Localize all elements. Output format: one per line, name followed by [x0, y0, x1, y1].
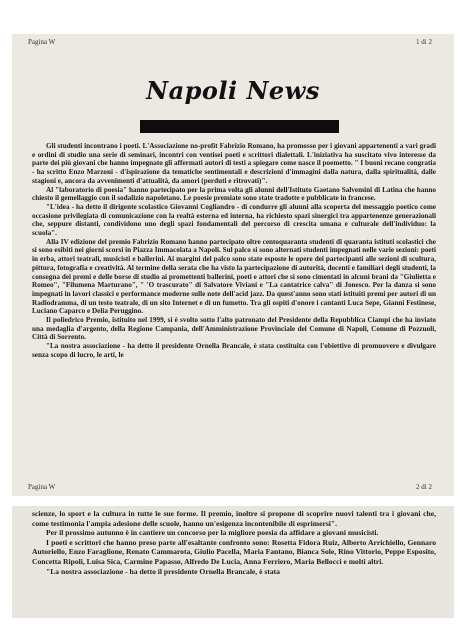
article-paragraph: Gli studenti incontrano i poeti. L'Associazione no-profit Fabrizio Romano, ha promosso per i giovani appartenenti a vari gradi e ordini di studio una serie di seminari, incontri con ventisei poeti e scrittori dialettali. L'iniziativa ha suscitato vivo interesse da parte dei più giovani che hanno impegnato gli affermati autori di testi a spiegare come nasce il poemetto. " I buoni recano congratia - ha scritto Enzo Marzoni - d'ispirazione da tematiche sentimentali e descrizioni d'immagini dalla natura, dalla spiritualità, dalle stagioni e, ancora da avvenimenti d'attualità, da amori (perduti e ritrovati)".: [32, 142, 436, 185]
article-paragraph: "La nostra associazione - ha detto il presidente Ornella Brancale, è stata: [46, 566, 280, 576]
page-footer-right: 2 di 2: [416, 483, 432, 491]
page-header-left: Pagina W: [28, 38, 56, 46]
article-paragraph: Al "laboratorio di poesia" hanno partecipato per la prima volta gli alunni dell'Istituto Gaetano Salvemini di Latina che hanno chiesto il gemellaggio con il sodalizio napoletano. Le poesie premiate sono state tradotte e pubblicate in francese.: [32, 185, 436, 203]
article-body: [32, 142, 436, 360]
newspaper-page-1: [12, 34, 454, 496]
article-continuation: [32, 509, 436, 576]
article-paragraph: Alla IV edizione del premio Fabrizio Romano hanno partecipato oltre centoquaranta studenti di quaranta istituti scolastici che si sono esibiti nei giorni scorsi in Piazza Immacolata a Napoli. Sul palco si sono alternati studenti impegnati nelle varie sezioni: poeti in erba, attori teatrali, musicisti e ballerini. Ai margini del palco sono state esposte le opere dei partecipanti alle sezioni di scultura, pittura, fotografia e creatività. Al termine della serata che ha visto la partecipazione di autorità, docenti e familiari degli studenti, la consegna dei premi e delle borse di studio ai promettenti ballerini, poeti e attori che si sono cimentati in alcuni brani da "Giulietta e Romeo", "Filumena Marturano", " 'O trascurato" di Salvatore Viviani e "La cantatrice calva" di Jonesco. Per la danza si sono impegnati in lavori classici e performance moderne sulle note dell'acid jazz. Da quest'anno sono stati istituiti premi per autori di un Radiodramma, di un testo teatrale, di un sito Internet e di un fumetto. Tra gli ospiti d'onore i cantanti Luca Sepe, Gianni Festinese, Luciano Caparco e Delia Peruggino.: [32, 237, 436, 316]
redaction-bar: [140, 120, 339, 133]
article-paragraph: Per il prossimo autunno è in cantiere un concorso per la migliore poesia da affidare a giovani musicisti.: [46, 528, 379, 538]
article-paragraph: Il poliedrico Premio, istituito nel 1999, si è svolto sotto l'alto patronato del Presidente della Repubblica Ciampi che ha inviato una medaglia d'argento, della Regione Campania, dell'Amministrazione Provinciale del Comune di Napoli, Comune di Pozzuoli, Città di Sorrento.: [32, 316, 436, 342]
page-header-right: 1 di 2: [416, 38, 432, 46]
masthead-title: Napoli News: [146, 76, 320, 105]
article-paragraph: "L'idea - ha detto il dirigente scolastico Giovanni Cogliandro - di condurre gli alunni alla scoperta del messaggio poetico come occasione privilegiata di comunicazione con la realtà esterna ed interna, ha richiesto spazi sinergici tra appartenenze generazionali che, seppure distanti, condividono uno degli spazi fondamentali del percorso di crescita umana e culturale dell'individuo: la scuola".: [32, 202, 436, 238]
newspaper-page-2: [12, 506, 454, 618]
article-paragraph: I poeti e scrittori che hanno preso parte all'esaltante confronto sono: Rosetta Fidora Ruiz, Alberto Arrichiello, Gennaro Autoriello, Enzo Faraglione, Renato Cammarota, Giulio Pacella, Maria Fantano, Bianca Sole, Rino Vittorio, Peppe Esposito, Concetta Ripoli, Luisa Sica, Carmine Papasso, Alfredo De Lucia, Anna Ferriero, Maria Bellocci e molti altri.: [32, 537, 436, 566]
article-paragraph: scienze, lo sport e la cultura in tutte le sue forme. Il premio, inoltre si propone di scoprire nuovi talenti tra i giovani che, come testimonia l'ampia adesione delle scuole, hanno un'esigenza incontenibile di esprimersi".: [32, 509, 436, 528]
page-footer-left: Pagina W: [28, 483, 56, 491]
article-paragraph: "La nostra associazione - ha detto il presidente Ornella Brancale, è stata costituita con l'obiettivo di promuovere e divulgare senza scopo di lucro, le arti, le: [32, 342, 436, 359]
